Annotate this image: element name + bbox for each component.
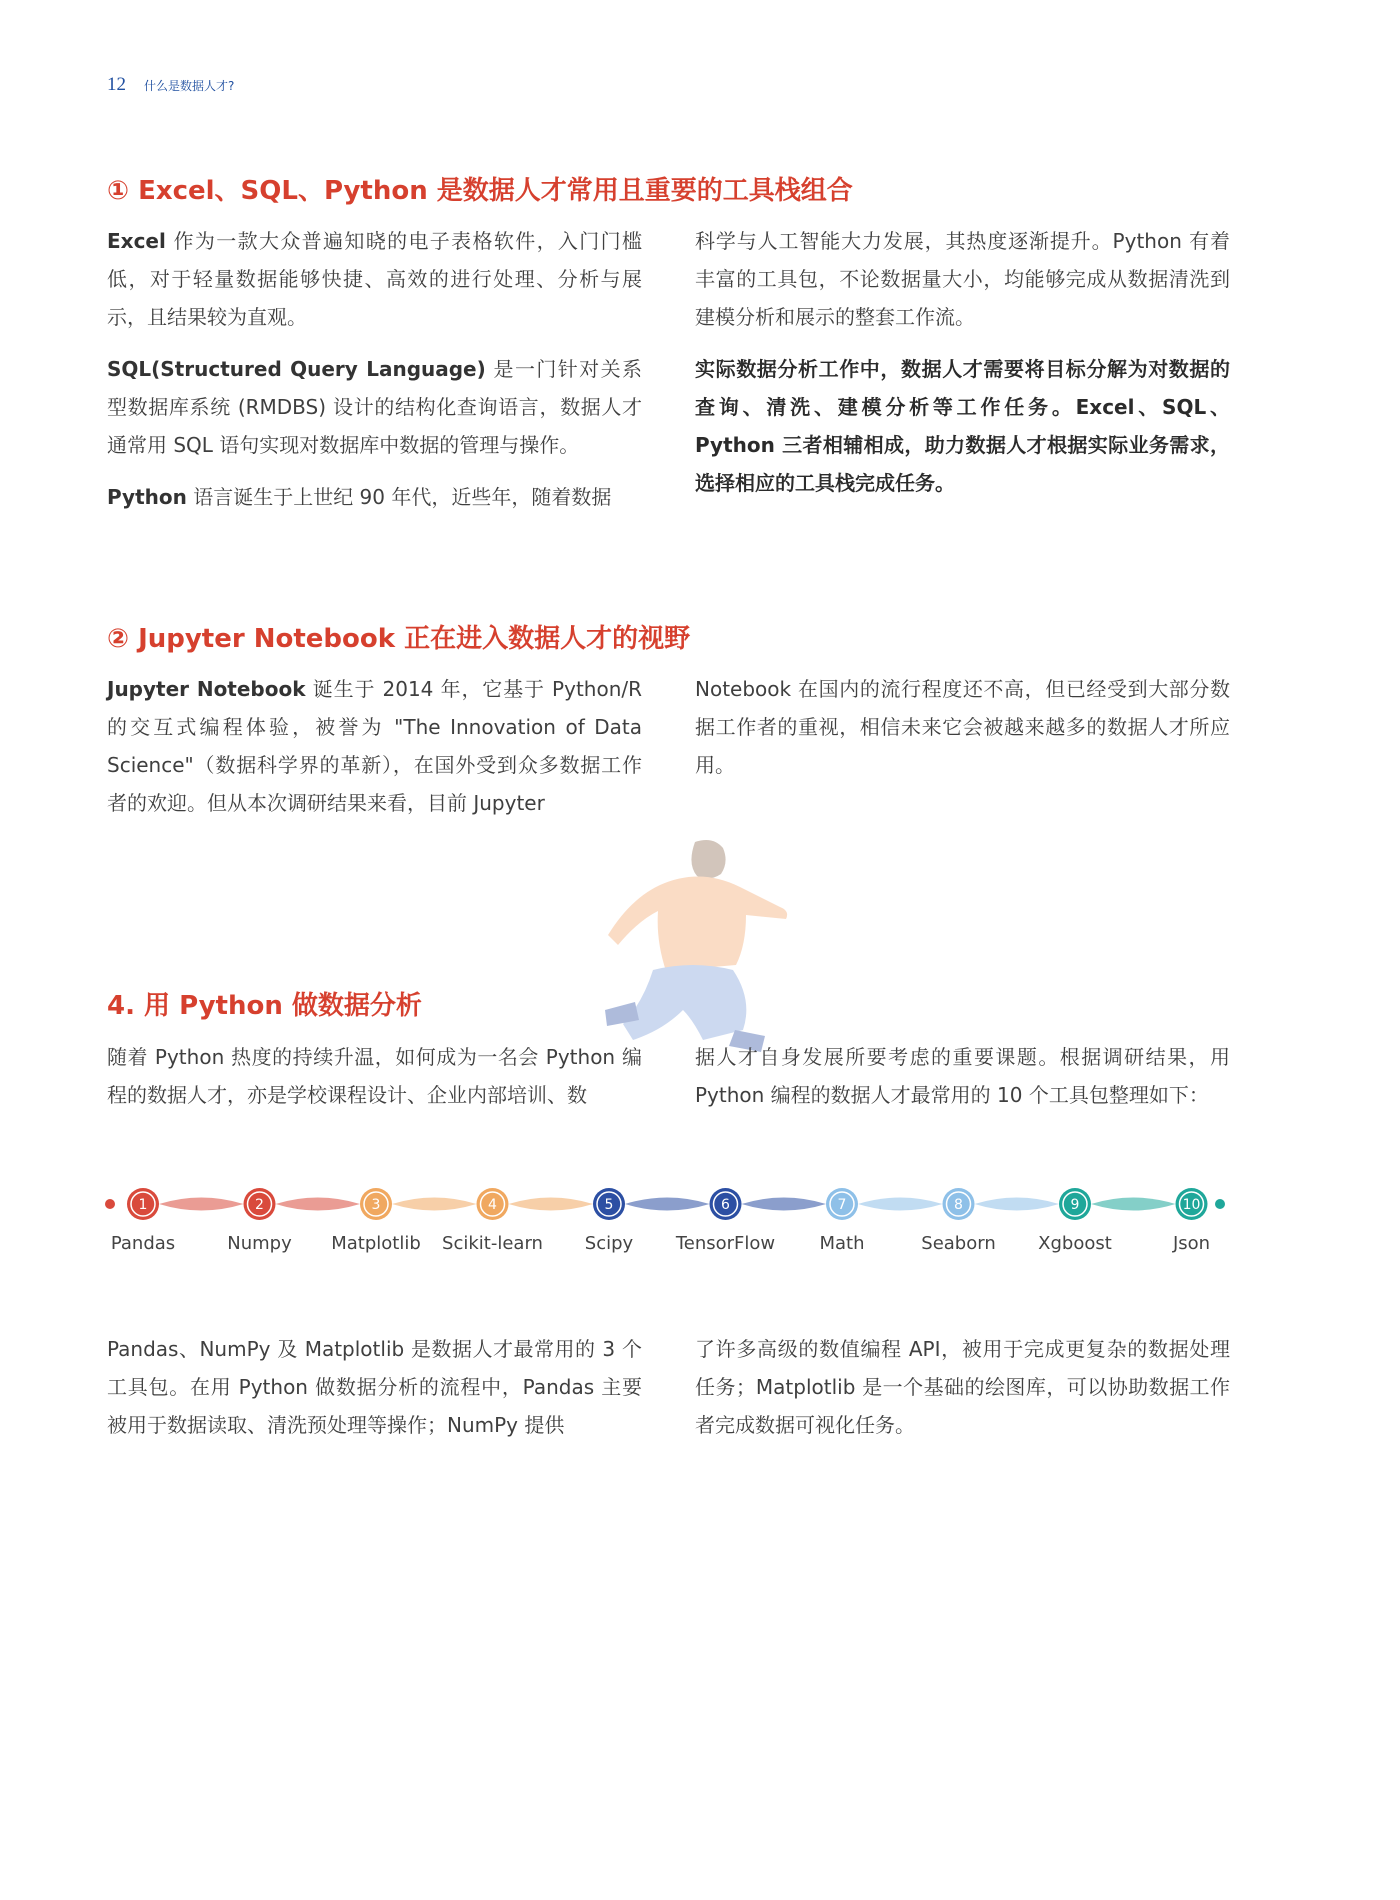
- toolkit-name: Scipy: [584, 1233, 634, 1254]
- toolkit-name: Matplotlib: [331, 1233, 421, 1254]
- toolkit-timeline: [100, 1180, 1240, 1280]
- section4-text-left: 随着 Python 热度的持续升温，如何成为一名会 Python 编程的数据人才，亦是学校课程设计、企业内部培训、数: [107, 1045, 642, 1107]
- timeline-connector: [1091, 1198, 1176, 1211]
- timeline-end-dot: [1215, 1199, 1225, 1209]
- toolkit-node: [710, 1188, 742, 1220]
- section2-heading: ② Jupyter Notebook 正在进入数据人才的视野: [107, 624, 691, 654]
- section4-left-column: [107, 1038, 642, 1128]
- python-text-right: 科学与人工智能大力发展，其热度逐渐提升。Python 有着丰富的工具包，不论数据量大小，均能够完成从数据清洗到建模分析和展示的整套工作流。: [695, 229, 1230, 329]
- jupyter-text-right: Notebook 在国内的流行程度还不高，但已经受到大部分数据工作者的重视，相信未来它会被越来越多的数据人才所应用。: [695, 677, 1230, 777]
- toolkit-rank: 10: [1182, 1197, 1201, 1213]
- section4-right-column: [695, 1038, 1230, 1128]
- toolkit-rank: 5: [604, 1197, 614, 1213]
- toolkit-node: [943, 1188, 975, 1220]
- sql-paragraph: [107, 350, 642, 464]
- timeline-start-dot: [105, 1199, 115, 1209]
- timeline-connector: [858, 1198, 943, 1211]
- toolkit-rank: 8: [954, 1197, 963, 1213]
- toolkit-rank: 1: [138, 1197, 148, 1213]
- toolkit-name: Math: [819, 1233, 865, 1254]
- section2-right-column: [695, 670, 1230, 798]
- toolkit-rank: 9: [1070, 1197, 1080, 1213]
- jupyter-paragraph: [107, 670, 642, 822]
- jupyter-text-left: 诞生于 2014 年，它基于 Python/R 的交互式编程体验，被誉为 "The Innovation of Data Science"（数据科学界的革新），在国外受到众多数据工作者的欢迎。但从本次调研结果来看，目前 Jupyter: [107, 677, 643, 815]
- toolkit-name: Json: [1172, 1233, 1211, 1254]
- section5-text-left: Pandas、NumPy 及 Matplotlib 是数据人才最常用的 3 个工具包。在用 Python 做数据分析的流程中，Pandas 主要被用于数据读取、清洗预处理等操作；NumPy 提供: [107, 1337, 642, 1437]
- runner-illustration: [585, 830, 825, 1060]
- toolkit-name: TensorFlow: [675, 1233, 776, 1254]
- toolkit-node: [360, 1188, 392, 1220]
- section5-right-column: [695, 1330, 1230, 1458]
- section2-left-column: [107, 670, 642, 836]
- timeline-connector: [742, 1198, 827, 1211]
- excel-paragraph: [107, 222, 642, 336]
- toolkit-name: Scikit-learn: [442, 1233, 543, 1254]
- page-number: 12: [107, 74, 126, 95]
- toolkit-node: [477, 1188, 509, 1220]
- toolkit-name: Xgboost: [1038, 1233, 1112, 1254]
- toolkit-rank: 4: [488, 1197, 497, 1213]
- section4-text-right: 据人才自身发展所要考虑的重要课题。根据调研结果，用 Python 编程的数据人才最常用的 10 个工具包整理如下：: [695, 1045, 1230, 1107]
- toolkit-rank: 2: [255, 1197, 264, 1213]
- toolkit-name: Numpy: [227, 1233, 292, 1254]
- toolkit-rank: 6: [721, 1197, 730, 1213]
- toolkit-node: [127, 1188, 159, 1220]
- toolkit-rank: 7: [837, 1197, 847, 1213]
- sql-term: SQL(Structured Query Language): [107, 357, 486, 381]
- toolkit-rank: 3: [371, 1197, 381, 1213]
- python-term: Python: [107, 485, 187, 509]
- toolkit-node: [1176, 1188, 1208, 1220]
- toolkit-timeline-graphic: [100, 1180, 1240, 1230]
- excel-text: 作为一款大众普遍知晓的电子表格软件，入门门槛低，对于轻量数据能够快捷、高效的进行处理、分析与展示，且结果较为直观。: [107, 229, 642, 329]
- python-paragraph: [107, 478, 642, 516]
- section5-left-column: [107, 1330, 642, 1458]
- sql-text: 是一门针对关系型数据库系统 (RMDBS) 设计的结构化查询语言，数据人才通常用 SQL 语句实现对数据库中数据的管理与操作。: [107, 357, 643, 457]
- running-title: 什么是数据人才?: [144, 79, 235, 93]
- summary-paragraph: 实际数据分析工作中，数据人才需要将目标分解为对数据的查询、清洗、建模分析等工作任务。Excel、SQL、Python 三者相辅相成，助力数据人才根据实际业务需求，选择相应的工具栈完成任务。: [695, 357, 1230, 495]
- toolkit-name: Seaborn: [921, 1233, 996, 1254]
- toolkit-name: Pandas: [110, 1233, 176, 1254]
- toolkit-node: [593, 1188, 625, 1220]
- timeline-connector: [159, 1198, 244, 1211]
- section1-right-column: [695, 222, 1230, 516]
- jupyter-term: Jupyter Notebook: [107, 677, 306, 701]
- toolkit-node: [244, 1188, 276, 1220]
- timeline-connector: [975, 1198, 1060, 1211]
- timeline-connector: [509, 1198, 594, 1211]
- excel-term: Excel: [107, 229, 166, 253]
- section4-heading: 4. 用 Python 做数据分析: [107, 991, 422, 1021]
- toolkit-node: [826, 1188, 858, 1220]
- page-header: [107, 74, 234, 96]
- toolkit-node: [1059, 1188, 1091, 1220]
- section1-left-column: [107, 222, 642, 530]
- section1-heading: ① Excel、SQL、Python 是数据人才常用且重要的工具栈组合: [107, 176, 853, 206]
- section5-text-right: 了许多高级的数值编程 API，被用于完成更复杂的数据处理任务；Matplotlib 是一个基础的绘图库，可以协助数据工作者完成数据可视化任务。: [695, 1337, 1230, 1437]
- python-text-left: 语言诞生于上世纪 90 年代，近些年，随着数据: [186, 485, 612, 509]
- timeline-connector: [392, 1198, 477, 1211]
- timeline-connector: [625, 1198, 710, 1211]
- timeline-connector: [276, 1198, 361, 1211]
